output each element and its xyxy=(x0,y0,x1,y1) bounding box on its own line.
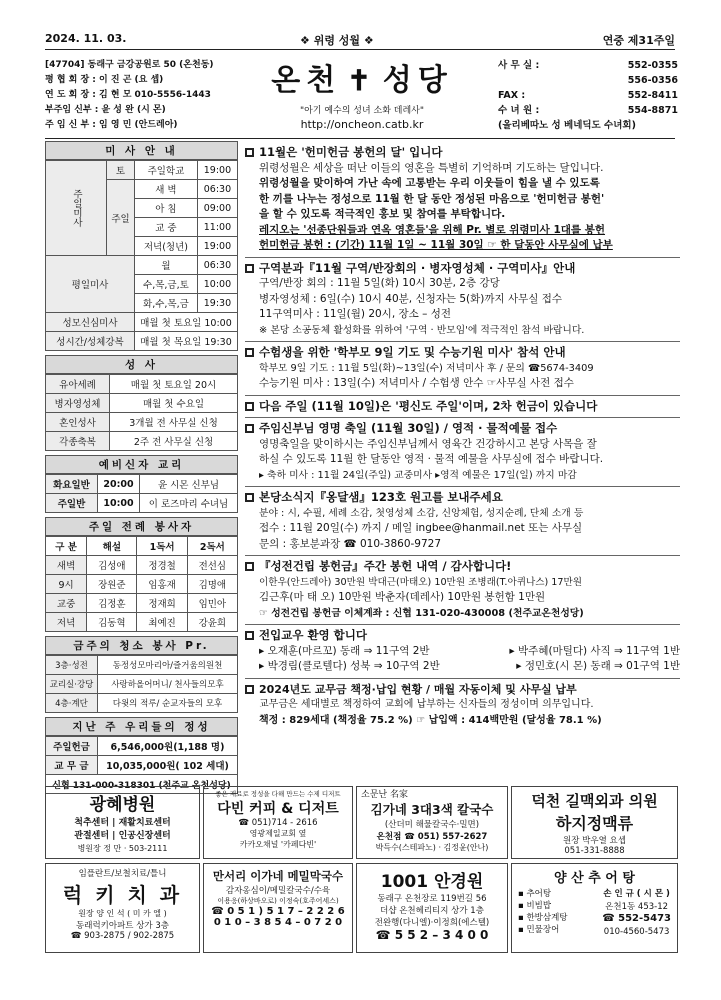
parish-motto: "아기 예수의 성녀 소화 데레사" xyxy=(299,106,425,116)
month-title: ❖ 위령 성월 ❖ xyxy=(300,34,374,47)
sat-label: 토 xyxy=(107,161,135,180)
contact-office-2: 556-0356 xyxy=(627,75,678,86)
council-president: 평 협 회 장 : 이 진 곤 (요 셉) xyxy=(45,75,164,85)
checkbox-square-icon xyxy=(245,424,254,433)
checkbox-square-icon xyxy=(245,631,254,640)
catechism-title: 예비신자 교리 xyxy=(45,455,238,474)
notice-2-title: 구역분과『11월 구역/반장회의 · 병자영성체 · 구역미사』안내 xyxy=(245,261,680,277)
issue-date: 2024. 11. 03. xyxy=(45,32,127,45)
checkbox-square-icon xyxy=(245,562,254,571)
ad-kalguksu: 소문난 名家 김가네 3대3색 칼국수 (산더미 해물칼국수·밀면) 온천점 ☎ 051) 557-2627 박득수(스테파노) · 김정윤(안나) xyxy=(356,786,508,859)
menu-list: ▪ 추어탕 ▪ 비빔밥 ▪ 한방삼계탕 ▪ 민물장어 xyxy=(518,889,568,935)
offering-title: 지난 주 우리들의 정성 xyxy=(45,717,238,736)
notice-9-title: 2024년도 교무금 책정·납입 현황 / 매월 자동이체 및 사무실 납부 xyxy=(245,682,680,698)
liturgical-week: 연중 제31주일 xyxy=(602,34,675,47)
notice-3-title: 수험생을 위한 '학부모 9일 기도 및 수능기원 미사' 참석 안내 xyxy=(245,345,680,361)
catechism-table: 화요일반 20:00 윤 시몬 신부님 주일반 10:00 이 로즈마리 수녀님 xyxy=(45,474,238,513)
sat-mass-name: 주일학교 xyxy=(135,161,198,180)
servers-title: 주일 전례 봉사자 xyxy=(45,517,238,536)
contact-office: 사 무 실 : 552-0355 xyxy=(498,60,678,71)
mass-title: 미 사 안 내 xyxy=(45,141,238,160)
left-column xyxy=(45,141,238,794)
checkbox-square-icon xyxy=(245,685,254,694)
checkbox-square-icon xyxy=(245,493,254,502)
ad-dental: 임플란트/보철치료/틀니 럭 키 치 과 원장 양 인 석 ( 미 카 엘 ) 동래럭키아파트 상가 3층 ☎ 903-2875 / 902-2875 xyxy=(45,863,200,953)
logo-name-left: 온천 xyxy=(271,63,342,98)
sunday-mass-label: 주일미사 xyxy=(46,161,107,256)
mass-table: 주일미사 토 주일학교 19:00 주일 새 벽 06:30 아 침 09:00 교 중 11:00 저녁(청년) 19:00 평일미사 월 06:30 수,목,금,토 10:00 화,수,목,금 19:30 성모신심미사 매월 첫 토요일 10:00 성시간/성체강복 매월 첫 목요일 19:30 xyxy=(45,160,238,351)
header-rule xyxy=(45,49,675,50)
convent-name: (올리베따노 성 베네딕도 수녀회) xyxy=(498,120,636,131)
offering-table: 주일헌금 6,546,000원(1,188 명) 교 무 금 10,035,000원( 102 세대) 신협 131-000-318301 (천주교 온천성당) xyxy=(45,736,238,794)
assistant-priest: 부주임 신부 : 윤 성 완 (시 몬) xyxy=(45,105,166,115)
notice-4-title: 다음 주일 (11월 10일)은 '평신도 주일'이며, 2차 헌금이 있습니다 xyxy=(245,399,680,415)
ad-hospital: 광혜병원 척추센터 | 재활치료센터 관절센터 | 인공신장센터 병원장 정 만 · 503-2111 xyxy=(45,786,200,859)
sacraments-title: 성 사 xyxy=(45,355,238,374)
notice-5-title: 주임신부님 영명 축일 (11월 30일) / 영적 · 물적예물 접수 xyxy=(245,421,680,437)
ad-optical: 1001 안경원 동래구 온천장로 119번길 56 더샵 온천헤리티지 상가 1층 전완행(다니엘)·이정희(에스텔) ☎ 5 5 2 – 3 4 0 0 xyxy=(356,863,508,953)
parish-info xyxy=(45,58,260,133)
contact-info xyxy=(498,58,678,133)
sat-mass-time: 19:00 xyxy=(197,161,237,180)
notice-6-title: 본당소식지『옹달샘』123호 원고를 보내주세요 xyxy=(245,490,680,506)
notice-1-title: 11월은 '헌미헌금 봉헌의 달' 입니다 xyxy=(245,145,680,161)
checkbox-square-icon xyxy=(245,348,254,357)
parish-logo xyxy=(262,55,462,135)
header-bar xyxy=(45,32,675,48)
cross-icon: ✝ xyxy=(347,64,377,97)
contact-convent: 수 녀 원 : 554-8871 xyxy=(498,105,678,116)
checkbox-square-icon xyxy=(245,264,254,273)
notice-8-title: 전입교우 환영 합니다 xyxy=(245,628,680,644)
cleaning-table: 3층·성전 동정성모마리아/즐거움의원천 교리실·강당 사랑하올어머니/ 천사들의모후 4층·계단 다윗의 적루/ 순교자들의 모후 xyxy=(45,655,238,713)
header-bottom-rule xyxy=(45,138,675,139)
ad-buckwheat: 만서리 이가네 메밀막국수 감자옹심이/메밀칼국수/수육 이용응(하상바오로) 이정숙(호주어세스) ☎ 0 5 1 ) 5 1 7 – 2 2 2 6 0 1 0 – 3 8 5 4 – 0 7 2 0 xyxy=(203,863,353,953)
checkbox-square-icon xyxy=(245,402,254,411)
notice-7-title: 『성전건립 봉헌금』주간 봉헌 내역 / 감사합니다! xyxy=(245,559,680,575)
ad-cafe: 좋은 재료로 정성을 다해 만드는 수제 디저트 다빈 커피 & 디저트 ☎ 051)714 - 2616 영광제일교회 옆 카카오채널 '카페다빈' xyxy=(203,786,353,859)
offering-account: 신협 131-000-318301 (천주교 온천성당) xyxy=(46,775,238,794)
youth-president: 연 도 회 장 : 김 현 모 010-5556-1443 xyxy=(45,90,211,100)
pastor: 주 임 신 부 : 임 영 민 (안드레아) xyxy=(45,120,178,130)
logo-name-right: 성당 xyxy=(382,63,453,98)
servers-table: 구 분 해설 1독서 2독서 새벽 김성애 정경철 전선심 9시 장원준 임홍재 김명애 교중 김정훈 정재희 임민아 저녁 김동혁 최예진 강윤희 xyxy=(45,536,238,632)
ad-chueotang: 양 산 추 어 탕 ▪ 추어탕 ▪ 비빔밥 ▪ 한방삼계탕 ▪ 민물장어 손 인 규 ( 시 몬 ) 온천1동 453-12 ☎ 552-5473 010-4560-5473 xyxy=(511,863,678,953)
parish-url[interactable]: http://oncheon.catb.kr xyxy=(300,118,424,131)
sunday-label: 주일 xyxy=(107,180,135,256)
sacraments-table: 유아세례 매월 첫 토요일 20시 병자영성체 매월 첫 수요일 혼인성사 3개월 전 사무실 신청 각종축복 2주 전 사무실 신청 xyxy=(45,374,238,451)
address: [47704] 동래구 금강공원로 50 (온천동) xyxy=(45,60,214,70)
ad-clinic: 덕천 길맥외과 의원 하지정맥류 원장 박우열 요셉 051-331-8888 xyxy=(511,786,678,859)
cleaning-title: 금주의 청소 봉사 Pr. xyxy=(45,636,238,655)
notices-column: 11월은 '헌미헌금 봉헌의 달' 입니다 위령성월은 세상을 떠난 이들의 영혼을 특별히 기억하며 기도하는 달입니다. 위령성월을 맞이하여 가난 속에 고통받는 우리 이웃들이 힘을 낼 수 있도록 한 끼를 나누는 정성으로 11월 한 달 동안 정성된 마음으로 '헌미헌금 봉헌' 을 할 수 있도록 적극적인 홍보 및 참여를 부탁합니다. 레지오는 '선종단원들과 연옥 영혼들'을 위해 Pr. 별로 위령미사 1대를 봉헌 헌미헌금 봉헌 : (기간) 11월 1일 ~ 11월 30일 ☞ 한 달동안 사무실에 납부 구역분과『11월 구역/반장회의 · 병자영성체 · 구역미사』안내 구역/반장 회의 : 11월 5일(화) 10시 30분, 2층 강당 병자영성체 : 6일(수) 10시 40분, 신청자는 5(화)까지 사무실 접수 11구역미사 : 11일(월) 20시, 장소 – 성전 ※ 본당 소공동체 활성화를 위하여 '구역 · 반모임'에 적극적인 참석 바랍니다. 수험생을 위한 '학부모 9일 기도 및 수능기원 미사' 참석 안내 학부모 9일 기도 : 11월 5일(화)~13일(수) 저녁미사 후 / 문의 ☎5674-3409 수능기원 미사 : 13일(수) 저녁미사 / 수험생 안수 ☞사무실 사전 접수 다음 주일 (11월 10일)은 '평신도 주일'이며, 2차 헌금이 있습니다 주임신부님 영명 축일 (11월 30일) / 영적 · 물적예물 접수 영명축일을 맞이하시는 주임신부님께서 영육간 건강하시고 본당 사목을 잘 하실 수 있도록 11월 한 달동안 영적 · 물적 예물을 사무실에 접수 바랍니다. ▸ 축하 미사 : 11월 24일(주일) 교중미사 ▸영적 예물은 17일(일) 까지 마감 본당소식지『옹달샘』123호 원고를 보내주세요 분야 : 시, 수필, 세례 소감, 첫영성체 소감, 신앙체험, 성지순례, 단체 소개 등 접수 : 11월 20일(수) 까지 / 메일 ingbee@hanmail.net 또는 사무실 문의 : 홍보분과장 ☎ 010-3860-9727 『성전건립 봉헌금』주간 봉헌 내역 / 감사합니다! 이한우(안드레아) 30만원 박대근(마태오) 10만원 조병래(T.아퀴나스) 17만원 김근후(마 태 오) 10만원 박춘자(데레사) 10만원 봉헌함 1만원 ☞ 성전건립 봉헌금 이체계좌 : 신협 131-020-430008 (천주교온천성당) 전입교우 환영 합니다 ▸ 오재훈(마르꼬) 동래 ⇒ 11구역 2반 ▸ 박주혜(마틸다) 사직 ⇒ 11구역 1반 ▸ 박경림(클로텔다) 성북 ⇒ 10구역 2반 ▸ 정민호(시 몬) 동래 ⇒ 01구역 1반 2024년도 교무금 책정·납입 현황 / 매월 자동이체 및 사무실 납부 교무금은 세대별로 책정하여 교회에 납부하는 신자들의 정성이며 의무입니다. 책정 : 829세대 (책정율 75.2 %) ☞ 납입액 : 414백만원 (달성율 78.1 %) xyxy=(245,145,680,728)
contact-fax: FAX : 552-8411 xyxy=(498,90,678,101)
weekday-mass-label: 평일미사 xyxy=(46,256,135,313)
checkbox-square-icon xyxy=(245,148,254,157)
